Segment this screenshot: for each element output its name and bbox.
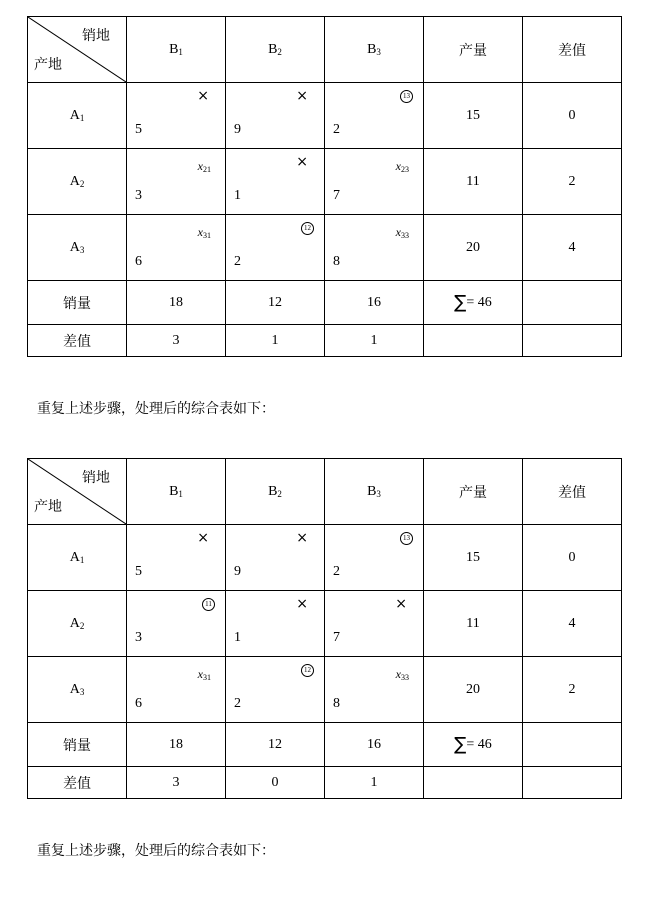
cross-mark: × bbox=[197, 88, 209, 104]
table-row bbox=[28, 591, 622, 657]
cost-cell: 12 2 bbox=[226, 215, 325, 281]
cost-cell: $x_{21}$ 3 bbox=[127, 149, 226, 215]
demand-label: 销量 bbox=[28, 723, 127, 767]
row-header-a1: $A_1$ bbox=[28, 525, 127, 591]
cost-cell: 11 3 bbox=[127, 591, 226, 657]
row-header-a2: $A_2$ bbox=[28, 149, 127, 215]
supply-value: 15 bbox=[424, 83, 523, 149]
total-value: = 46 bbox=[466, 737, 492, 752]
demand-value: 12 bbox=[226, 723, 325, 767]
header-origin-label: 产地 bbox=[34, 57, 62, 73]
demand-value: 16 bbox=[325, 723, 424, 767]
header-destination-label: 销地 bbox=[82, 28, 110, 44]
diff-value: 0 bbox=[523, 525, 622, 591]
col-header-b1: $B_1$ bbox=[127, 17, 226, 83]
cost-cell: $x_{33}$ 8 bbox=[325, 215, 424, 281]
cost-cell: $x_{31}$ 6 bbox=[127, 215, 226, 281]
empty-cell bbox=[424, 767, 523, 799]
col-header-diff: 差值 bbox=[523, 17, 622, 83]
cost-cell: × 5 bbox=[127, 525, 226, 591]
variable-label: $x_{33}$ bbox=[395, 225, 409, 240]
cost-cell: 13 2 bbox=[325, 525, 424, 591]
col-diff-value: 1 bbox=[226, 325, 325, 357]
demand-row bbox=[28, 723, 622, 767]
cost-cell: $x_{23}$ 7 bbox=[325, 149, 424, 215]
col-header-b2: $B_2$ bbox=[226, 17, 325, 83]
supply-value: 20 bbox=[424, 215, 523, 281]
total-value: = 46 bbox=[466, 295, 492, 310]
variable-label: $x_{23}$ bbox=[395, 159, 409, 174]
total-cell bbox=[424, 723, 523, 767]
diagonal-header-cell bbox=[28, 459, 127, 525]
diagonal-header-cell bbox=[28, 17, 127, 83]
table-row bbox=[28, 657, 622, 723]
row-header-a3: $A_3$ bbox=[28, 657, 127, 723]
diff-row-label: 差值 bbox=[28, 767, 127, 799]
sigma-symbol: ∑ bbox=[454, 292, 467, 313]
allocation-circle: 13 bbox=[400, 532, 413, 545]
cost-cell: 13 2 bbox=[325, 83, 424, 149]
demand-label: 销量 bbox=[28, 281, 127, 325]
supply-value: 20 bbox=[424, 657, 523, 723]
cost-cell: × 1 bbox=[226, 591, 325, 657]
cost-cell: $x_{31}$ 6 bbox=[127, 657, 226, 723]
cost-cell: $x_{33}$ 8 bbox=[325, 657, 424, 723]
paragraph-text: 重复上述步骤，处理后的综合表如下： bbox=[37, 401, 275, 417]
row-header-a2: $A_2$ bbox=[28, 591, 127, 657]
paragraph-text: 重复上述步骤，处理后的综合表如下： bbox=[37, 843, 275, 859]
transport-table-1 bbox=[27, 16, 622, 357]
supply-value: 11 bbox=[424, 591, 523, 657]
total-cell bbox=[424, 281, 523, 325]
cross-mark: × bbox=[296, 154, 308, 170]
diff-row bbox=[28, 767, 622, 799]
allocation-circle: 12 bbox=[301, 222, 314, 235]
col-header-supply: 产量 bbox=[424, 17, 523, 83]
cost-cell: × 9 bbox=[226, 525, 325, 591]
empty-cell bbox=[523, 723, 622, 767]
empty-cell bbox=[523, 767, 622, 799]
col-header-diff: 差值 bbox=[523, 459, 622, 525]
cost-cell: × 5 bbox=[127, 83, 226, 149]
cost-cell: 12 2 bbox=[226, 657, 325, 723]
variable-label: $x_{33}$ bbox=[395, 667, 409, 682]
col-diff-value: 3 bbox=[127, 767, 226, 799]
col-header-b1: $B_1$ bbox=[127, 459, 226, 525]
header-destination-label: 销地 bbox=[82, 470, 110, 486]
cross-mark: × bbox=[197, 530, 209, 546]
cross-mark: × bbox=[395, 596, 407, 612]
cross-mark: × bbox=[296, 88, 308, 104]
demand-value: 18 bbox=[127, 723, 226, 767]
diff-value: 0 bbox=[523, 83, 622, 149]
empty-cell bbox=[523, 325, 622, 357]
empty-cell bbox=[523, 281, 622, 325]
col-header-supply: 产量 bbox=[424, 459, 523, 525]
diff-value: 4 bbox=[523, 591, 622, 657]
diff-value: 2 bbox=[523, 149, 622, 215]
supply-value: 11 bbox=[424, 149, 523, 215]
table-row bbox=[28, 525, 622, 591]
variable-label: $x_{31}$ bbox=[197, 225, 211, 240]
variable-label: $x_{21}$ bbox=[197, 159, 211, 174]
cross-mark: × bbox=[296, 596, 308, 612]
diff-row bbox=[28, 325, 622, 357]
diff-value: 4 bbox=[523, 215, 622, 281]
supply-value: 15 bbox=[424, 525, 523, 591]
col-header-b3: $B_3$ bbox=[325, 459, 424, 525]
allocation-circle: 12 bbox=[301, 664, 314, 677]
demand-value: 16 bbox=[325, 281, 424, 325]
transport-table-2 bbox=[27, 458, 622, 799]
demand-value: 18 bbox=[127, 281, 226, 325]
allocation-circle: 13 bbox=[400, 90, 413, 103]
header-origin-label: 产地 bbox=[34, 499, 62, 515]
cost-cell: × 9 bbox=[226, 83, 325, 149]
allocation-circle: 11 bbox=[202, 598, 215, 611]
table-row bbox=[28, 149, 622, 215]
demand-value: 12 bbox=[226, 281, 325, 325]
col-diff-value: 3 bbox=[127, 325, 226, 357]
cost-cell: × 1 bbox=[226, 149, 325, 215]
diff-value: 2 bbox=[523, 657, 622, 723]
row-header-a1: $A_1$ bbox=[28, 83, 127, 149]
col-diff-value: 0 bbox=[226, 767, 325, 799]
sigma-symbol: ∑ bbox=[454, 734, 467, 755]
row-header-a3: $A_3$ bbox=[28, 215, 127, 281]
diff-row-label: 差值 bbox=[28, 325, 127, 357]
cross-mark: × bbox=[296, 530, 308, 546]
variable-label: $x_{31}$ bbox=[197, 667, 211, 682]
empty-cell bbox=[424, 325, 523, 357]
col-header-b2: $B_2$ bbox=[226, 459, 325, 525]
table-row bbox=[28, 83, 622, 149]
table-row bbox=[28, 215, 622, 281]
col-diff-value: 1 bbox=[325, 767, 424, 799]
col-diff-value: 1 bbox=[325, 325, 424, 357]
demand-row bbox=[28, 281, 622, 325]
col-header-b3: $B_3$ bbox=[325, 17, 424, 83]
cost-cell: × 7 bbox=[325, 591, 424, 657]
